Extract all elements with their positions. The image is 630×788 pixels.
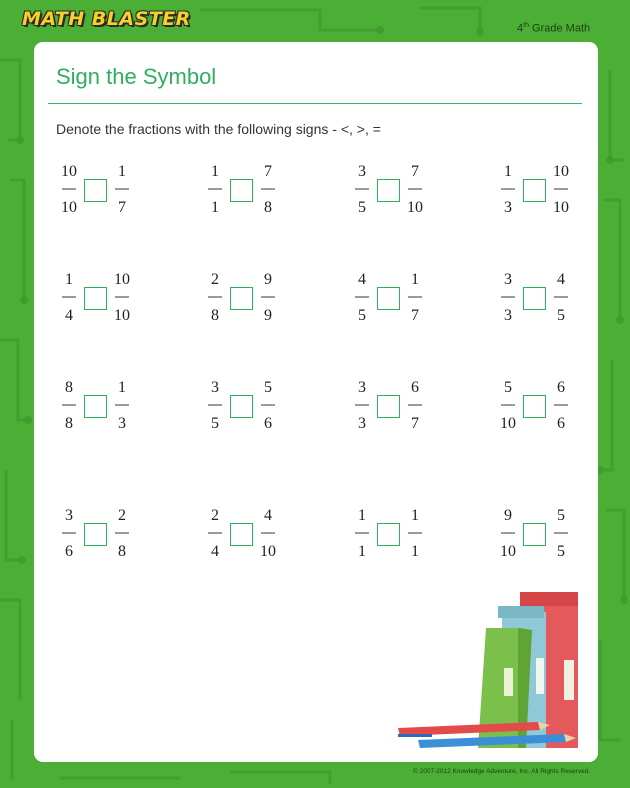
numerator: 1 — [411, 271, 419, 288]
denominator: 10 — [260, 543, 276, 560]
denominator: 5 — [358, 199, 366, 216]
numerator: 1 — [211, 163, 219, 180]
problem-item — [207, 271, 287, 329]
fraction-bar — [554, 296, 568, 298]
numerator: 5 — [264, 379, 272, 396]
numerator: 1 — [358, 507, 366, 524]
numerator: 4 — [557, 271, 565, 288]
denominator: 7 — [411, 307, 419, 324]
fraction-bar — [501, 296, 515, 298]
fraction-bar — [115, 404, 129, 406]
numerator: 2 — [118, 507, 126, 524]
worksheet-card — [34, 42, 598, 762]
denominator: 1 — [211, 199, 219, 216]
fraction-bar — [62, 296, 76, 298]
problem-item — [61, 507, 141, 565]
fraction-bar — [408, 296, 422, 298]
fraction-bar — [554, 404, 568, 406]
problem-item — [207, 379, 287, 437]
denominator: 6 — [65, 543, 73, 560]
problem-item — [207, 163, 287, 221]
denominator: 3 — [118, 415, 126, 432]
answer-box[interactable] — [523, 179, 546, 202]
numerator: 7 — [264, 163, 272, 180]
fraction-bar — [115, 188, 129, 190]
numerator: 9 — [504, 507, 512, 524]
denominator: 10 — [114, 307, 130, 324]
numerator: 6 — [557, 379, 565, 396]
grade-number: 4 — [517, 22, 524, 35]
numerator: 4 — [358, 271, 366, 288]
numerator: 1 — [504, 163, 512, 180]
fraction-bar — [408, 404, 422, 406]
problem-item — [354, 507, 434, 565]
denominator: 9 — [264, 307, 272, 324]
answer-box[interactable] — [84, 523, 107, 546]
instructions: Denote the fractions with the following signs - <, >, = — [56, 121, 381, 137]
answer-box[interactable] — [523, 523, 546, 546]
answer-box[interactable] — [84, 179, 107, 202]
denominator: 1 — [358, 543, 366, 560]
denominator: 10 — [500, 543, 516, 560]
fraction-bar — [208, 404, 222, 406]
answer-box[interactable] — [377, 523, 400, 546]
numerator: 10 — [553, 163, 569, 180]
fraction-bar — [554, 188, 568, 190]
answer-box[interactable] — [84, 395, 107, 418]
denominator: 5 — [557, 543, 565, 560]
books-icon — [398, 588, 608, 760]
page-title: Sign the Symbol — [56, 64, 217, 89]
fraction-bar — [62, 532, 76, 534]
grade-suffix: th — [523, 22, 529, 29]
denominator: 3 — [358, 415, 366, 432]
denominator: 8 — [118, 543, 126, 560]
denominator: 4 — [65, 307, 73, 324]
problem-item — [354, 271, 434, 329]
answer-box[interactable] — [230, 395, 253, 418]
numerator: 3 — [504, 271, 512, 288]
answer-box[interactable] — [523, 287, 546, 310]
denominator: 5 — [211, 415, 219, 432]
fraction-bar — [554, 532, 568, 534]
fraction-bar — [501, 188, 515, 190]
problem-item — [207, 507, 287, 565]
fraction-bar — [115, 296, 129, 298]
answer-box[interactable] — [84, 287, 107, 310]
answer-box[interactable] — [377, 395, 400, 418]
denominator: 7 — [411, 415, 419, 432]
denominator: 10 — [500, 415, 516, 432]
numerator: 1 — [118, 163, 126, 180]
fraction-bar — [208, 188, 222, 190]
fraction-bar — [208, 532, 222, 534]
fraction-bar — [501, 532, 515, 534]
numerator: 2 — [211, 271, 219, 288]
denominator: 1 — [411, 543, 419, 560]
problem-item — [500, 507, 580, 565]
fraction-bar — [208, 296, 222, 298]
denominator: 10 — [553, 199, 569, 216]
fraction-bar — [261, 532, 275, 534]
denominator: 10 — [61, 199, 77, 216]
denominator: 6 — [557, 415, 565, 432]
numerator: 5 — [504, 379, 512, 396]
fraction-bar — [62, 188, 76, 190]
numerator: 3 — [358, 163, 366, 180]
denominator: 5 — [557, 307, 565, 324]
problem-item — [61, 271, 141, 329]
numerator: 1 — [118, 379, 126, 396]
answer-box[interactable] — [230, 287, 253, 310]
numerator: 4 — [264, 507, 272, 524]
fraction-bar — [261, 188, 275, 190]
problem-item — [61, 379, 141, 437]
fraction-bar — [115, 532, 129, 534]
fraction-bar — [261, 296, 275, 298]
numerator: 5 — [557, 507, 565, 524]
numerator: 2 — [211, 507, 219, 524]
numerator: 10 — [61, 163, 77, 180]
fraction-bar — [355, 188, 369, 190]
problem-item — [500, 379, 580, 437]
denominator: 5 — [358, 307, 366, 324]
grade-label — [517, 22, 590, 35]
numerator: 8 — [65, 379, 73, 396]
math-blaster-logo: MATH BLASTER — [22, 8, 191, 30]
numerator: 3 — [358, 379, 366, 396]
fraction-bar — [355, 532, 369, 534]
denominator: 10 — [407, 199, 423, 216]
problem-item — [500, 163, 580, 221]
fraction-bar — [62, 404, 76, 406]
title-divider — [48, 103, 582, 104]
problem-item — [354, 163, 434, 221]
numerator: 10 — [114, 271, 130, 288]
denominator: 3 — [504, 199, 512, 216]
numerator: 9 — [264, 271, 272, 288]
fraction-bar — [408, 532, 422, 534]
numerator: 3 — [211, 379, 219, 396]
problem-item — [500, 271, 580, 329]
numerator: 3 — [65, 507, 73, 524]
copyright-text: © 2007-2012 Knowledge Adventure, Inc. All Rights Reserved. — [413, 768, 591, 775]
fraction-bar — [261, 404, 275, 406]
answer-box[interactable] — [523, 395, 546, 418]
numerator: 1 — [411, 507, 419, 524]
numerator: 6 — [411, 379, 419, 396]
fraction-bar — [408, 188, 422, 190]
problem-item — [61, 163, 141, 221]
denominator: 7 — [118, 199, 126, 216]
denominator: 6 — [264, 415, 272, 432]
denominator: 8 — [264, 199, 272, 216]
fraction-bar — [501, 404, 515, 406]
answer-box[interactable] — [377, 287, 400, 310]
grade-text: Grade Math — [532, 22, 591, 35]
fraction-bar — [355, 296, 369, 298]
denominator: 3 — [504, 307, 512, 324]
fraction-bar — [355, 404, 369, 406]
problem-item — [354, 379, 434, 437]
denominator: 4 — [211, 543, 219, 560]
answer-box[interactable] — [230, 179, 253, 202]
denominator: 8 — [211, 307, 219, 324]
answer-box[interactable] — [230, 523, 253, 546]
denominator: 8 — [65, 415, 73, 432]
numerator: 1 — [65, 271, 73, 288]
answer-box[interactable] — [377, 179, 400, 202]
numerator: 7 — [411, 163, 419, 180]
